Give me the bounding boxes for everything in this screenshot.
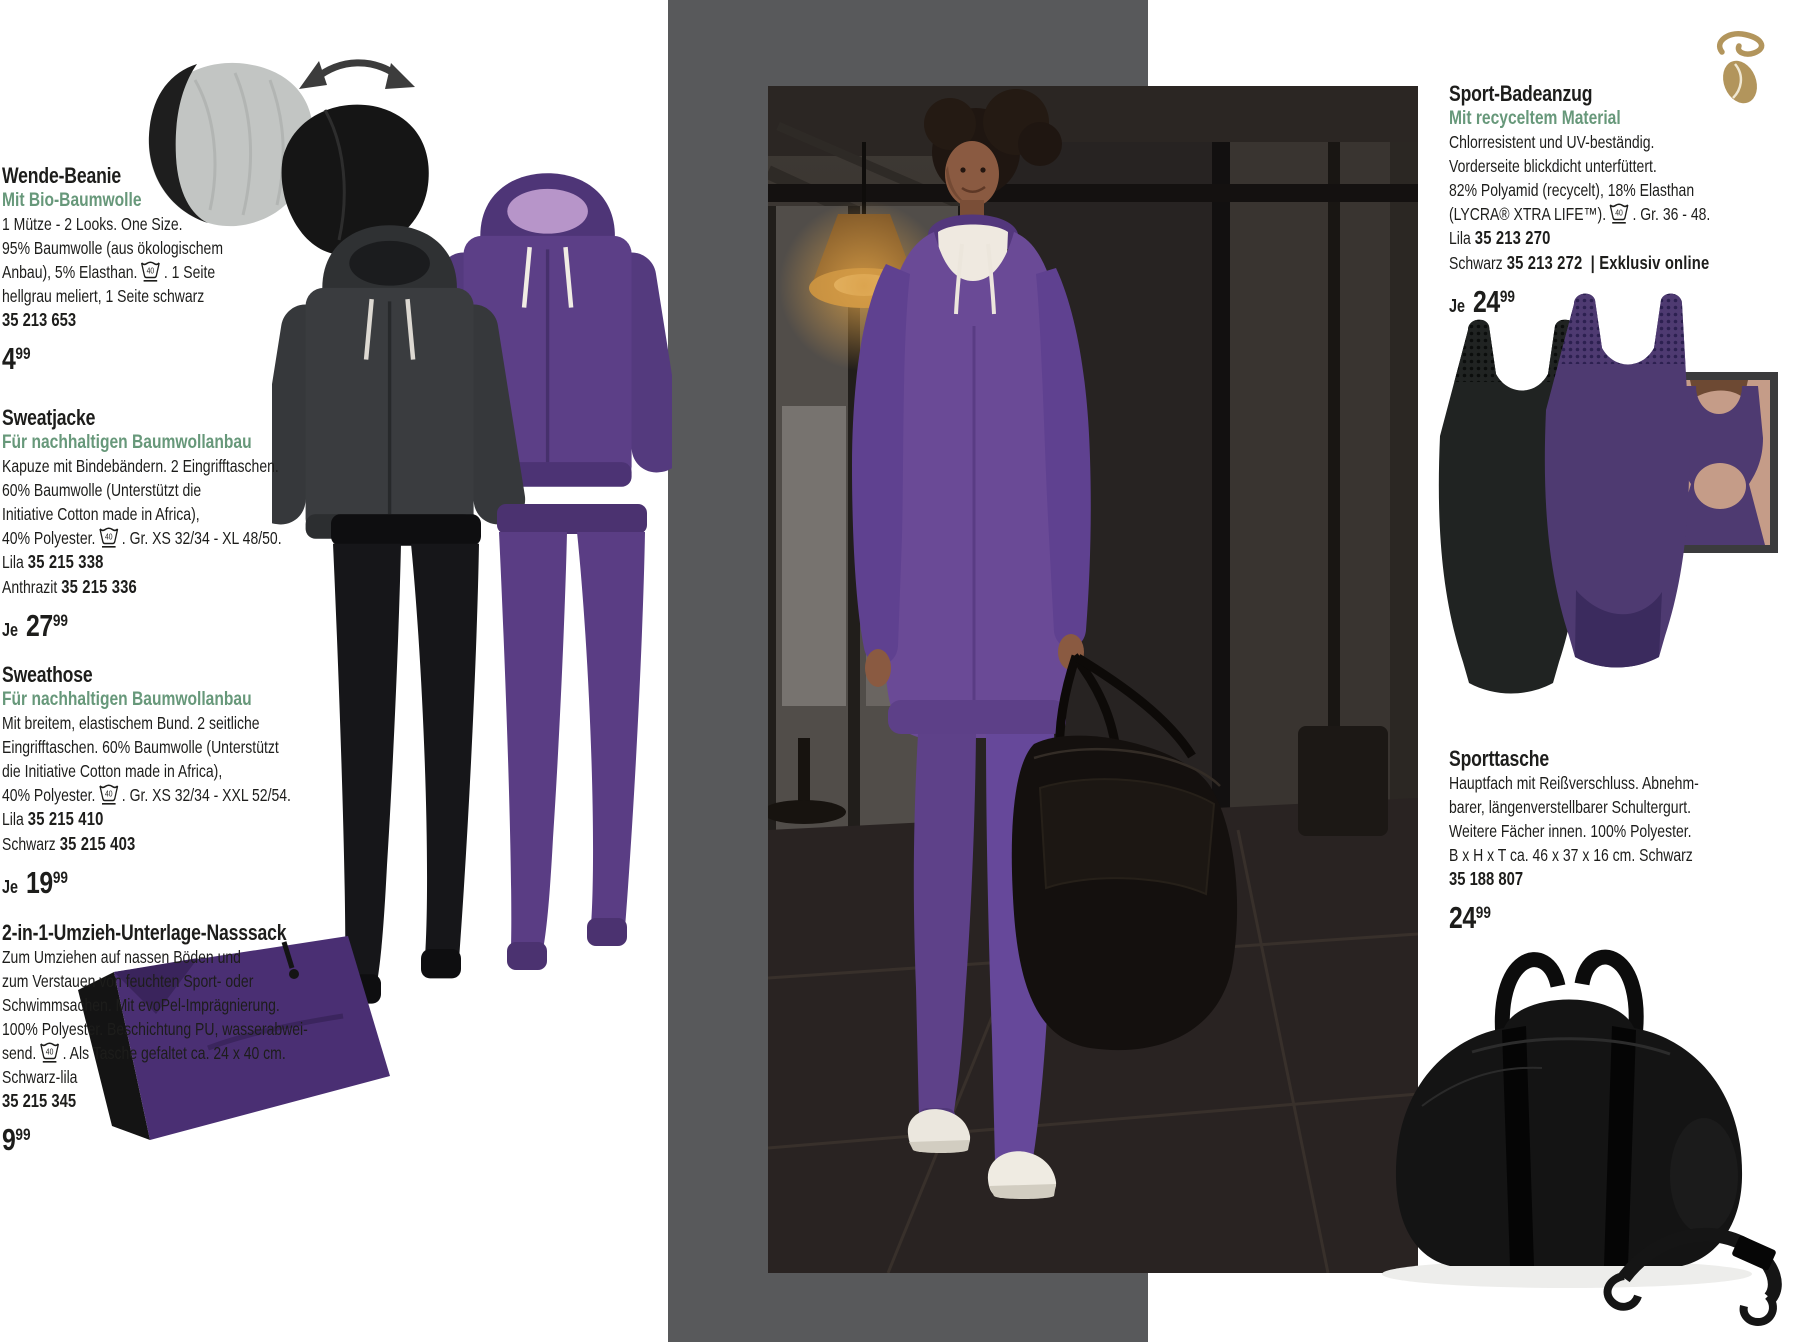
color-order-row: Schwarz 35 215 403 [2, 832, 136, 854]
description-line: (LYCRA® XTRA LIFE™). 40 . Gr. 36 - 48. [1449, 204, 1711, 224]
exclusive-online-badge: | Exklusiv online [1586, 251, 1710, 273]
description-line: send. 40 . Als Tasche gefaltet ca. 24 x 40 cm. [2, 1043, 286, 1063]
description-line: Schwarz-lila [2, 1067, 78, 1087]
wash-icon-40 [39, 1041, 59, 1063]
model-photo [768, 86, 1418, 1273]
description-line: Mit breitem, elastischem Bund. 2 seitliche [2, 713, 260, 733]
description-line: zum Verstauen von feuchten Sport- oder [2, 971, 254, 991]
description-line: B x H x T ca. 46 x 37 x 16 cm. Schwarz [1449, 845, 1693, 865]
svg-text:40: 40 [1615, 207, 1624, 218]
description-line: Vorderseite blickdicht unterfüttert. [1449, 156, 1657, 176]
order-number: 35 215 345 [2, 1090, 77, 1111]
color-order-row: Lila 35 215 338 [2, 551, 104, 572]
description-line: 82% Polyamid (recycelt), 18% Elasthan [1449, 180, 1695, 200]
purple-swimsuit [1542, 290, 1692, 668]
description-line: Chlorresistent und UV-beständig. [1449, 132, 1655, 152]
description-line: 1 Mütze - 2 Looks. One Size. [2, 214, 183, 234]
color-order-row: Lila 35 215 410 [2, 808, 104, 829]
color-order-row: Schwarz 35 213 272 | Exklusiv online [1449, 251, 1710, 273]
description-line: 40% Polyester. 40 . Gr. XS 32/34 - XXL 52/54. [2, 785, 291, 805]
order-number: 35 213 653 [2, 309, 77, 330]
purple-sweatpants [497, 504, 647, 970]
svg-text:40: 40 [146, 265, 155, 276]
product-title: Sweathose [2, 662, 93, 687]
order-number: 35 188 807 [1449, 868, 1524, 889]
swimsuit-image [1428, 288, 1793, 708]
price: Je $19^{99}$ [2, 865, 68, 900]
wash-icon-40 [141, 260, 161, 282]
product-sweathose [2, 663, 354, 901]
product-title: Sweatjacke [2, 405, 96, 430]
product-wende-beanie [2, 164, 354, 377]
description-line: Weitere Fächer innen. 100% Polyester. [1449, 821, 1692, 841]
description-line: barer, längenverstellbarer Schultergurt. [1449, 797, 1692, 817]
product-subtitle: Mit recyceltem Material [1449, 107, 1621, 129]
product-sweatjacke [2, 406, 354, 644]
product-title: Sporttasche [1449, 746, 1549, 771]
price: $4^{99}$ [2, 340, 31, 376]
svg-text:40: 40 [104, 788, 113, 799]
svg-text:40: 40 [104, 531, 113, 542]
description-line: hellgrau meliert, 1 Seite schwarz [2, 286, 205, 306]
description-line: 60% Baumwolle (Unterstützt die [2, 480, 202, 500]
description-line: 100% Polyester. Beschichtung PU, wasserabwei- [2, 1019, 308, 1039]
price: $9^{99}$ [2, 1121, 31, 1157]
price: Je $24^{99}$ [1449, 284, 1515, 319]
wash-icon-40 [99, 783, 119, 805]
description-line: Zum Umziehen auf nassen Böden und [2, 947, 241, 967]
product-sporttasche [1449, 747, 1801, 936]
description-line: Kapuze mit Bindebändern. 2 Eingrifftaschen. [2, 456, 279, 476]
description-line: Eingrifftaschen. 60% Baumwolle (Unterstützt [2, 737, 279, 757]
color-order-row: Lila 35 213 270 [1449, 227, 1551, 248]
duffel-bag-image [1352, 926, 1789, 1342]
wash-icon-40 [99, 526, 119, 548]
reversible-arrow-icon [299, 61, 415, 89]
description-line: die Initiative Cotton made in Africa), [2, 761, 223, 781]
description-line: 40% Polyester. 40 . Gr. XS 32/34 - XL 48/50. [2, 528, 282, 548]
description-line: Anbau), 5% Elasthan. 40 . 1 Seite [2, 262, 216, 282]
description-line: Initiative Cotton made in Africa), [2, 504, 200, 524]
product-subtitle: Für nachhaltigen Baumwollanbau [2, 688, 252, 710]
color-order-row: Anthrazit 35 215 336 [2, 575, 137, 597]
description-line: Hauptfach mit Reißverschluss. Abnehm- [1449, 773, 1699, 793]
product-sport-badeanzug [1449, 82, 1801, 320]
price: Je $27^{99}$ [2, 608, 68, 643]
product-title: Wende-Beanie [2, 163, 122, 188]
svg-text:40: 40 [45, 1046, 54, 1057]
description-line: Schwimmsachen. Mit evoPel-Imprägnierung. [2, 995, 280, 1015]
wash-icon-40 [1609, 202, 1629, 224]
product-title: 2-in-1-Umzieh-Unterlage-Nasssack [2, 920, 287, 945]
product-subtitle: Mit Bio-Baumwolle [2, 189, 142, 211]
price: $24^{99}$ [1449, 899, 1491, 935]
product-nasssack [2, 921, 354, 1158]
product-title: Sport-Badeanzug [1449, 81, 1593, 106]
description-line: 95% Baumwolle (aus ökologischem [2, 238, 223, 258]
product-subtitle: Für nachhaltigen Baumwollanbau [2, 431, 252, 453]
